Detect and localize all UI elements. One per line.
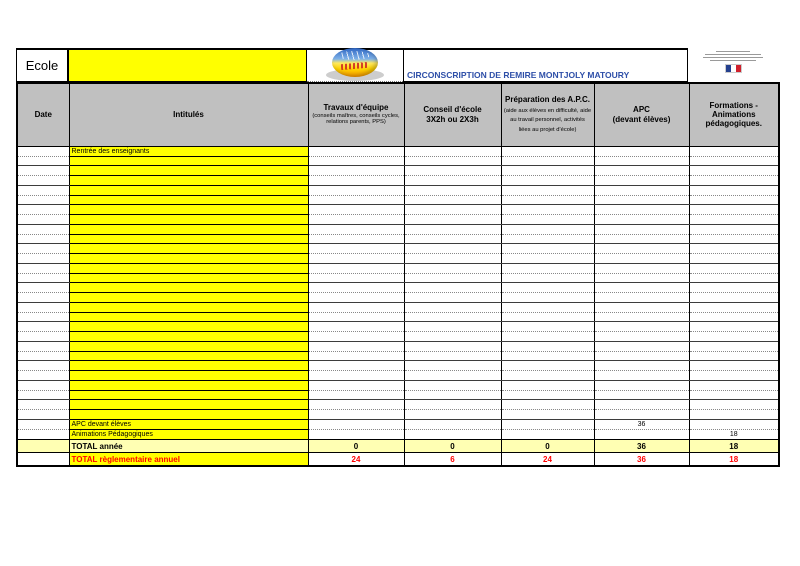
value-cell[interactable]	[594, 263, 689, 273]
date-cell[interactable]	[17, 351, 69, 361]
total-reglementaire-value: 24	[501, 453, 594, 467]
schedule-row	[17, 302, 779, 312]
date-cell[interactable]	[17, 293, 69, 303]
intitule-cell[interactable]	[69, 371, 308, 381]
schedule-row	[17, 166, 779, 176]
value-cell[interactable]	[689, 234, 779, 244]
value-cell[interactable]	[501, 390, 594, 400]
value-cell[interactable]	[404, 400, 501, 410]
header-intitules: Intitulés	[69, 83, 308, 146]
total-annee-value: 18	[689, 439, 779, 453]
french-flag-icon	[725, 64, 742, 73]
value-cell[interactable]	[594, 176, 689, 186]
value-cell[interactable]	[689, 283, 779, 293]
schedule-row	[17, 195, 779, 205]
date-cell[interactable]	[17, 215, 69, 225]
value-cell[interactable]	[404, 244, 501, 254]
header-preparation-apc: Préparation des A.P.C. (aide aux élèves en difficulté, aide au travail personnel, activités liées au projet d'école)	[501, 83, 594, 146]
schedule-row	[17, 156, 779, 166]
value-cell[interactable]	[308, 293, 404, 303]
value-cell[interactable]	[501, 371, 594, 381]
value-cell[interactable]	[404, 332, 501, 342]
intitule-cell[interactable]	[69, 341, 308, 351]
value-cell[interactable]	[308, 351, 404, 361]
value-cell[interactable]	[689, 273, 779, 283]
value-cell[interactable]	[594, 244, 689, 254]
circonscription-logo-icon	[325, 48, 385, 81]
schedule-row	[17, 332, 779, 342]
value-cell[interactable]	[689, 185, 779, 195]
intitule-cell[interactable]	[69, 390, 308, 400]
value-cell[interactable]	[404, 371, 501, 381]
value-cell[interactable]	[308, 283, 404, 293]
value-cell[interactable]	[594, 273, 689, 283]
value-cell[interactable]	[501, 302, 594, 312]
intitule-cell[interactable]	[69, 410, 308, 420]
intitule-cell[interactable]	[69, 361, 308, 371]
intitule-cell[interactable]: Rentrée des enseignants	[69, 146, 308, 156]
value-cell[interactable]	[308, 332, 404, 342]
value-cell[interactable]	[689, 380, 779, 390]
schedule-row	[17, 273, 779, 283]
value-cell[interactable]: 36	[594, 419, 689, 429]
value-cell[interactable]	[594, 215, 689, 225]
intitule-cell[interactable]: Animations Pédagogiques	[69, 429, 308, 439]
schedule-row	[17, 185, 779, 195]
schedule-row	[17, 322, 779, 332]
ministry-logo-textline	[705, 54, 761, 56]
value-cell[interactable]	[501, 234, 594, 244]
value-cell[interactable]: 18	[689, 429, 779, 439]
schedule-row	[17, 215, 779, 225]
value-cell[interactable]	[501, 322, 594, 332]
value-cell[interactable]	[308, 224, 404, 234]
value-cell[interactable]	[501, 351, 594, 361]
value-cell[interactable]	[594, 166, 689, 176]
intitule-cell[interactable]	[69, 283, 308, 293]
value-cell[interactable]	[308, 156, 404, 166]
schedule-row	[17, 341, 779, 351]
schedule-row	[17, 410, 779, 420]
value-cell[interactable]	[689, 263, 779, 273]
value-cell[interactable]	[594, 361, 689, 371]
value-cell[interactable]	[308, 410, 404, 420]
header-formations: Formations - Animations pédagogiques.	[689, 83, 779, 146]
ministry-logo-textline	[716, 51, 750, 53]
schedule-row	[17, 205, 779, 215]
value-cell[interactable]	[594, 195, 689, 205]
schedule-row	[17, 371, 779, 381]
value-cell[interactable]	[501, 176, 594, 186]
value-cell[interactable]	[594, 322, 689, 332]
value-cell[interactable]	[308, 146, 404, 156]
value-cell[interactable]	[404, 351, 501, 361]
total-annee-value: 0	[404, 439, 501, 453]
value-cell[interactable]	[404, 176, 501, 186]
date-cell[interactable]	[17, 166, 69, 176]
value-cell[interactable]	[404, 263, 501, 273]
intitule-cell[interactable]	[69, 205, 308, 215]
value-cell[interactable]	[404, 302, 501, 312]
value-cell[interactable]	[689, 410, 779, 420]
value-cell[interactable]	[501, 244, 594, 254]
value-cell[interactable]	[594, 302, 689, 312]
value-cell[interactable]	[308, 195, 404, 205]
value-cell[interactable]	[308, 273, 404, 283]
value-cell[interactable]	[404, 429, 501, 439]
schedule-row	[17, 390, 779, 400]
value-cell[interactable]	[689, 341, 779, 351]
schedule-row	[17, 380, 779, 390]
value-cell[interactable]	[501, 361, 594, 371]
value-cell[interactable]	[689, 176, 779, 186]
value-cell[interactable]	[308, 205, 404, 215]
date-cell[interactable]	[17, 176, 69, 186]
value-cell[interactable]	[501, 400, 594, 410]
value-cell[interactable]	[308, 322, 404, 332]
value-cell[interactable]	[689, 361, 779, 371]
date-cell[interactable]	[17, 254, 69, 264]
value-cell[interactable]	[404, 215, 501, 225]
value-cell[interactable]	[404, 361, 501, 371]
date-cell[interactable]	[17, 390, 69, 400]
header-travaux-equipe: Travaux d'équipe (conseils maîtres, conseils cycles, relations parents, PPS)	[308, 83, 404, 146]
total-annee-date-cell	[17, 439, 69, 453]
date-cell[interactable]	[17, 156, 69, 166]
value-cell[interactable]	[689, 224, 779, 234]
value-cell[interactable]	[594, 224, 689, 234]
date-cell[interactable]	[17, 332, 69, 342]
value-cell[interactable]	[501, 419, 594, 429]
value-cell[interactable]	[689, 254, 779, 264]
value-cell[interactable]	[594, 371, 689, 381]
date-cell[interactable]	[17, 400, 69, 410]
value-cell[interactable]	[594, 293, 689, 303]
total-annee-label: TOTAL année	[69, 439, 308, 453]
value-cell[interactable]	[594, 283, 689, 293]
value-cell[interactable]	[501, 215, 594, 225]
value-cell[interactable]	[308, 400, 404, 410]
ministry-logo	[688, 48, 778, 82]
value-cell[interactable]	[689, 332, 779, 342]
value-cell[interactable]	[308, 263, 404, 273]
schedule-row	[17, 361, 779, 371]
schedule-row	[17, 254, 779, 264]
date-cell[interactable]	[17, 302, 69, 312]
intitule-cell[interactable]	[69, 156, 308, 166]
value-cell[interactable]	[404, 185, 501, 195]
total-annee-value: 36	[594, 439, 689, 453]
value-cell[interactable]	[308, 234, 404, 244]
value-cell[interactable]	[501, 146, 594, 156]
total-reglementaire-value: 24	[308, 453, 404, 467]
date-cell[interactable]	[17, 185, 69, 195]
value-cell[interactable]	[404, 380, 501, 390]
date-cell[interactable]	[17, 224, 69, 234]
intitule-cell[interactable]	[69, 312, 308, 322]
value-cell[interactable]	[594, 205, 689, 215]
value-cell[interactable]	[689, 390, 779, 400]
total-reglementaire-date-cell	[17, 453, 69, 467]
total-reglementaire-value: 36	[594, 453, 689, 467]
value-cell[interactable]	[404, 283, 501, 293]
value-cell[interactable]	[308, 302, 404, 312]
schedule-body	[17, 146, 779, 419]
value-cell[interactable]	[308, 380, 404, 390]
value-cell[interactable]	[594, 146, 689, 156]
value-cell[interactable]	[404, 234, 501, 244]
value-cell[interactable]	[501, 293, 594, 303]
schedule-row	[17, 146, 779, 156]
value-cell[interactable]	[501, 380, 594, 390]
value-cell[interactable]	[689, 371, 779, 381]
value-cell[interactable]	[501, 254, 594, 264]
value-cell[interactable]	[404, 195, 501, 205]
header-apc: APC (devant élèves)	[594, 83, 689, 146]
schedule-table	[16, 82, 780, 467]
value-cell[interactable]	[501, 273, 594, 283]
value-cell[interactable]	[689, 351, 779, 361]
value-cell[interactable]	[689, 302, 779, 312]
value-cell[interactable]	[594, 234, 689, 244]
schedule-row	[17, 224, 779, 234]
value-cell[interactable]	[501, 166, 594, 176]
total-reglementaire-value: 18	[689, 453, 779, 467]
value-cell[interactable]	[308, 390, 404, 400]
date-cell[interactable]	[17, 205, 69, 215]
date-cell[interactable]	[17, 312, 69, 322]
value-cell[interactable]	[308, 254, 404, 264]
circonscription-title: CIRCONSCRIPTION DE REMIRE MONTJOLY MATOURY	[407, 70, 630, 80]
date-cell[interactable]	[17, 322, 69, 332]
ministry-logo-textline	[710, 60, 756, 62]
value-cell[interactable]	[308, 419, 404, 429]
value-cell[interactable]	[501, 312, 594, 322]
intitule-cell[interactable]	[69, 166, 308, 176]
intitule-cell[interactable]	[69, 185, 308, 195]
date-cell[interactable]	[17, 273, 69, 283]
date-cell[interactable]	[17, 429, 69, 439]
row-total-annee	[17, 439, 779, 453]
value-cell[interactable]	[501, 224, 594, 234]
value-cell[interactable]	[501, 410, 594, 420]
row-animations-pedagogiques	[17, 429, 779, 439]
ministry-logo-textline	[703, 57, 763, 59]
value-cell[interactable]	[501, 341, 594, 351]
intitule-cell[interactable]	[69, 254, 308, 264]
schedule-sheet	[16, 48, 778, 467]
total-annee-value: 0	[308, 439, 404, 453]
schedule-footer	[17, 419, 779, 466]
value-cell[interactable]	[404, 273, 501, 283]
value-cell[interactable]	[501, 283, 594, 293]
intitule-cell[interactable]	[69, 293, 308, 303]
value-cell[interactable]	[404, 322, 501, 332]
value-cell[interactable]	[689, 146, 779, 156]
value-cell[interactable]	[308, 371, 404, 381]
intitule-cell[interactable]	[69, 332, 308, 342]
total-reglementaire-label: TOTAL règlementaire annuel	[69, 453, 308, 467]
date-cell[interactable]	[17, 234, 69, 244]
value-cell[interactable]	[501, 156, 594, 166]
value-cell[interactable]	[689, 322, 779, 332]
value-cell[interactable]	[594, 390, 689, 400]
value-cell[interactable]	[404, 224, 501, 234]
intitule-cell[interactable]	[69, 244, 308, 254]
total-annee-value: 0	[501, 439, 594, 453]
value-cell[interactable]	[689, 205, 779, 215]
intitule-cell[interactable]	[69, 302, 308, 312]
date-cell[interactable]	[17, 283, 69, 293]
schedule-row	[17, 283, 779, 293]
schedule-row	[17, 312, 779, 322]
date-cell[interactable]	[17, 195, 69, 205]
value-cell[interactable]	[404, 156, 501, 166]
intitule-cell[interactable]	[69, 400, 308, 410]
value-cell[interactable]	[308, 215, 404, 225]
value-cell[interactable]	[501, 263, 594, 273]
value-cell[interactable]	[308, 176, 404, 186]
value-cell[interactable]	[594, 185, 689, 195]
value-cell[interactable]	[594, 341, 689, 351]
intitule-cell[interactable]	[69, 234, 308, 244]
ecole-label-cell: Ecole	[16, 48, 68, 82]
value-cell[interactable]	[404, 254, 501, 264]
value-cell[interactable]	[308, 312, 404, 322]
schedule-row	[17, 400, 779, 410]
intitule-cell[interactable]	[69, 263, 308, 273]
value-cell[interactable]	[501, 205, 594, 215]
circonscription-logo-cell	[307, 48, 403, 82]
date-cell[interactable]	[17, 263, 69, 273]
date-cell[interactable]	[17, 410, 69, 420]
value-cell[interactable]	[501, 195, 594, 205]
intitule-cell[interactable]	[69, 195, 308, 205]
row-apc-devant-eleves	[17, 419, 779, 429]
header-conseil-ecole: Conseil d'école 3X2h ou 2X3h	[404, 83, 501, 146]
value-cell[interactable]	[308, 361, 404, 371]
value-cell[interactable]	[689, 166, 779, 176]
schedule-row	[17, 234, 779, 244]
value-cell[interactable]	[594, 380, 689, 390]
date-cell[interactable]	[17, 371, 69, 381]
value-cell[interactable]	[594, 351, 689, 361]
value-cell[interactable]	[594, 254, 689, 264]
value-cell[interactable]	[689, 195, 779, 205]
header-date: Date	[17, 83, 69, 146]
value-cell[interactable]	[689, 215, 779, 225]
intitule-cell[interactable]	[69, 322, 308, 332]
value-cell[interactable]	[308, 341, 404, 351]
value-cell[interactable]	[308, 185, 404, 195]
value-cell[interactable]	[689, 400, 779, 410]
date-cell[interactable]	[17, 244, 69, 254]
schedule-row	[17, 293, 779, 303]
value-cell[interactable]	[501, 185, 594, 195]
value-cell[interactable]	[404, 312, 501, 322]
date-cell[interactable]	[17, 361, 69, 371]
value-cell[interactable]	[308, 166, 404, 176]
value-cell[interactable]	[501, 429, 594, 439]
top-row	[16, 48, 778, 82]
schedule-row	[17, 244, 779, 254]
value-cell[interactable]	[594, 332, 689, 342]
value-cell[interactable]	[308, 244, 404, 254]
schedule-row	[17, 176, 779, 186]
value-cell[interactable]	[501, 332, 594, 342]
value-cell[interactable]	[594, 312, 689, 322]
schedule-row	[17, 351, 779, 361]
intitule-cell[interactable]	[69, 176, 308, 186]
value-cell[interactable]	[404, 293, 501, 303]
ecole-value-cell[interactable]	[68, 48, 307, 82]
header-row	[17, 83, 779, 146]
date-cell[interactable]	[17, 380, 69, 390]
value-cell[interactable]	[404, 419, 501, 429]
value-cell[interactable]	[308, 429, 404, 439]
value-cell[interactable]	[689, 419, 779, 429]
total-reglementaire-value: 6	[404, 453, 501, 467]
date-cell[interactable]	[17, 341, 69, 351]
intitule-cell[interactable]	[69, 224, 308, 234]
value-cell[interactable]	[404, 410, 501, 420]
value-cell[interactable]	[689, 293, 779, 303]
date-cell[interactable]	[17, 146, 69, 156]
circonscription-title-cell	[403, 48, 688, 82]
value-cell[interactable]	[404, 166, 501, 176]
value-cell[interactable]	[689, 244, 779, 254]
value-cell[interactable]	[689, 312, 779, 322]
value-cell[interactable]	[404, 390, 501, 400]
schedule-row	[17, 263, 779, 273]
value-cell[interactable]	[404, 205, 501, 215]
value-cell[interactable]	[594, 410, 689, 420]
value-cell[interactable]	[689, 156, 779, 166]
value-cell[interactable]	[594, 400, 689, 410]
intitule-cell[interactable]	[69, 215, 308, 225]
value-cell[interactable]	[594, 156, 689, 166]
intitule-cell[interactable]	[69, 273, 308, 283]
date-cell[interactable]	[17, 419, 69, 429]
row-total-reglementaire	[17, 453, 779, 467]
intitule-cell[interactable]	[69, 380, 308, 390]
value-cell[interactable]	[594, 429, 689, 439]
value-cell[interactable]	[404, 146, 501, 156]
value-cell[interactable]	[404, 341, 501, 351]
intitule-cell[interactable]: APC devant élèves	[69, 419, 308, 429]
intitule-cell[interactable]	[69, 351, 308, 361]
